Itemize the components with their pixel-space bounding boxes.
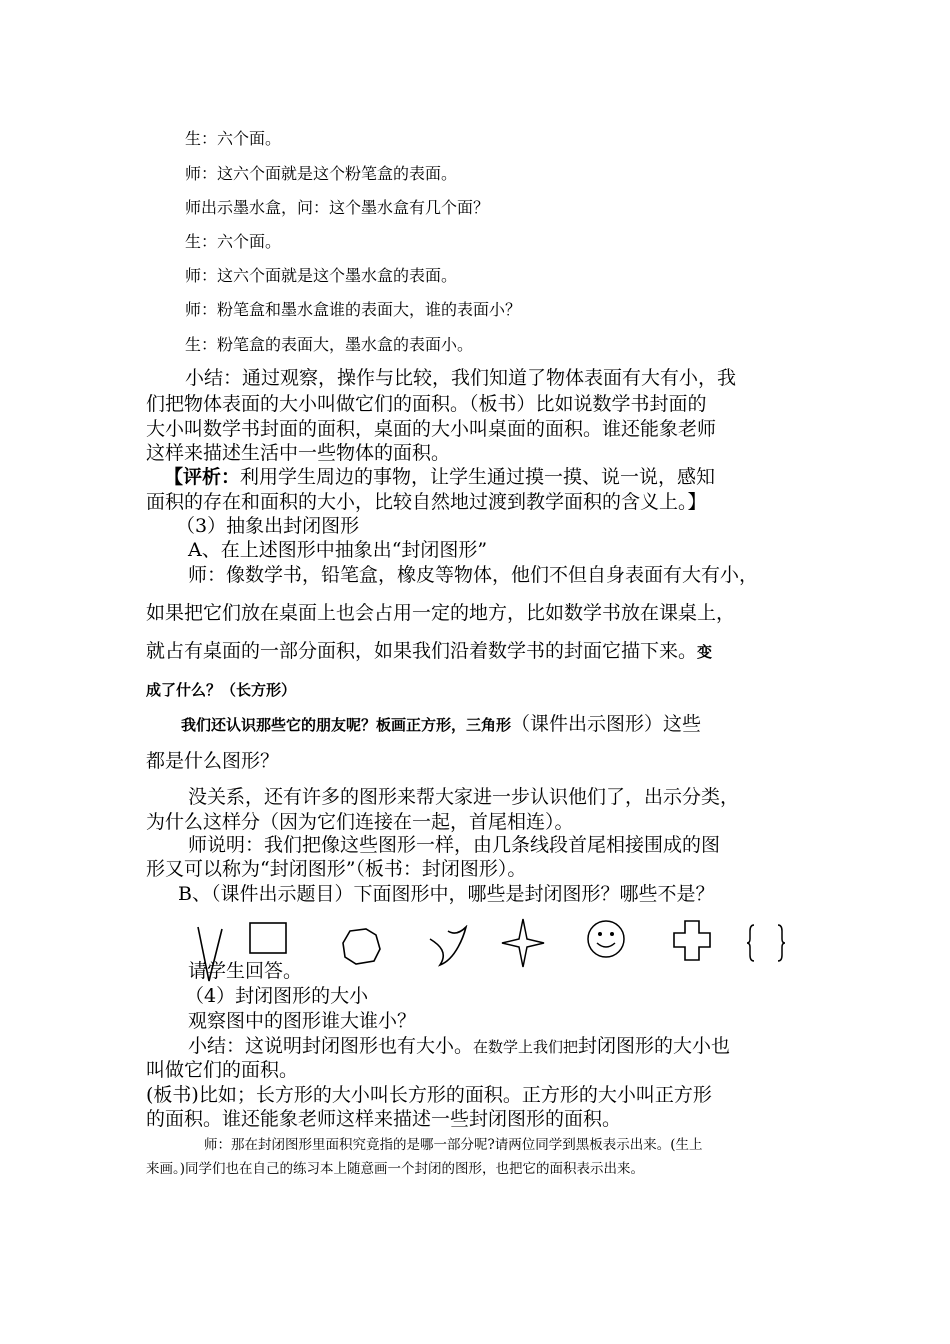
paragraph-line: 师：像数学书，铅笔盒，橡皮等物体，他们不但自身表面有大有小， [188, 564, 759, 586]
open-curve-icon [426, 925, 472, 969]
friends-line: 我们还认识那些它的朋友呢？板画正方形，三角形（课件出示图形）这些 [181, 713, 702, 735]
irregular-closed-icon [340, 927, 384, 967]
paragraph-line: 来画。)同学们也在自己的练习本上随意画一个封闭的图形，也把它的面积表示出来。 [146, 1161, 645, 1177]
dialogue-line: 师：这六个面就是这个墨水盒的表面。 [185, 266, 458, 285]
bold-tail: 变 [697, 643, 713, 661]
dialogue-line: 师：粉笔盒和墨水盒谁的表面大，谁的表面小？ [185, 300, 522, 319]
subheading: B、（课件出示题目）下面图形中，哪些是封闭图形？哪些不是？ [178, 883, 715, 905]
braces-icon [746, 923, 790, 963]
paragraph-line: 形又可以称为“封闭图形”（板书：封闭图形）。 [146, 858, 527, 880]
answer-line: 请学生回答。 [188, 960, 303, 982]
cross-shape-icon [672, 919, 714, 963]
summary-line: 这样来描述生活中一些物体的面积。 [146, 442, 451, 464]
paragraph-line: 如果把它们放在桌面上也会占用一定的地方，比如数学书放在课桌上， [146, 602, 736, 624]
summary-line: 大小叫数学书封面的面积，桌面的大小叫桌面的面积。谁还能象老师 [146, 418, 717, 440]
subheading: A、在上述图形中抽象出“封闭图形” [188, 539, 488, 561]
paragraph-line: 就占有桌面的一部分面积，如果我们沿着数学书的封面它描下来。变 [146, 640, 713, 662]
comment-prefix: 【评析： [164, 466, 241, 488]
four-point-star-icon [500, 917, 546, 969]
paragraph-line: 的面积。谁还能象老师这样来描述一些封闭图形的面积。 [146, 1108, 622, 1130]
section-heading: （4）封闭图形的大小 [185, 985, 369, 1007]
paragraph-line: 观察图中的图形谁大谁小？ [188, 1010, 417, 1032]
dialogue-line: 师出示墨水盒，问：这个墨水盒有几个面？ [185, 198, 490, 217]
paragraph-line: (板书)比如；长方形的大小叫长方形的面积。正方形的大小叫正方形 [146, 1084, 712, 1106]
comment-text: 利用学生周边的事物，让学生通过摸一摸、说一说，感知 [240, 466, 716, 488]
paragraph-line: 师说明：我们把像这些图形一样，由几条线段首尾相接围成的图 [188, 834, 721, 856]
comment-line: 面积的存在和面积的大小，比较自然地过渡到教学面积的含义上。】 [146, 491, 707, 513]
summary-line: 小结：这说明封闭图形也有大小。在数学上我们把封闭图形的大小也 [188, 1035, 731, 1057]
dialogue-line: 生：六个面。 [185, 129, 282, 148]
paragraph-line: 都是什么图形？ [146, 750, 280, 772]
summary-line: 小结：通过观察，操作与比较，我们知道了物体表面有大有小，我 [185, 367, 737, 389]
bold-line: 成了什么？（长方形） [146, 681, 297, 699]
dialogue-line: 师：这六个面就是这个粉笔盒的表面。 [185, 164, 458, 183]
summary-line: 叫做它们的面积。 [146, 1059, 299, 1081]
summary-line: 们把物体表面的大小叫做它们的面积。（板书）比如说数学书封面的 [146, 393, 707, 415]
section-heading: （3）抽象出封闭图形 [176, 515, 360, 537]
dialogue-line: 生：粉笔盒的表面大，墨水盒的表面小。 [185, 335, 474, 354]
paragraph-line: 师：那在封闭图形里面积究竟指的是哪一部分呢?请两位同学到黑板表示出来。(生上 [204, 1137, 703, 1153]
paragraph-line: 为什么这样分（因为它们连接在一起，首尾相连）。 [146, 811, 574, 833]
smiley-face-icon [586, 917, 628, 961]
dialogue-line: 生：六个面。 [185, 232, 282, 251]
square-icon [248, 921, 290, 957]
paragraph-line: 没关系，还有许多的图形来帮大家进一步认识他们了，出示分类， [188, 786, 740, 808]
comment-line [164, 468, 715, 487]
